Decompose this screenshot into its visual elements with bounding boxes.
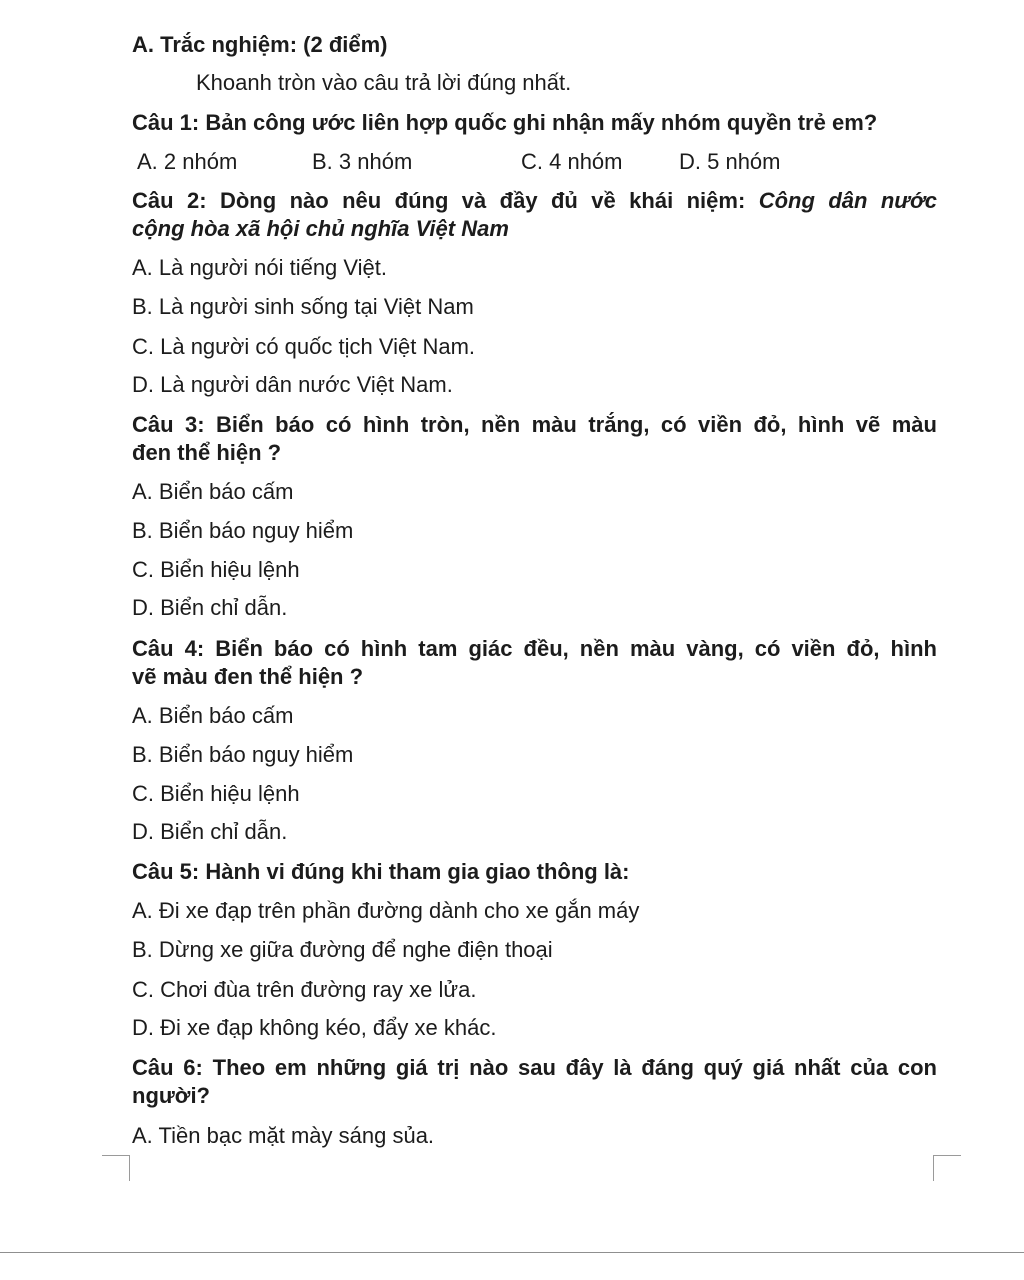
question-2-option-b: B. Là người sinh sống tại Việt Nam xyxy=(132,294,474,319)
question-3-option-a: A. Biển báo cấm xyxy=(132,479,294,504)
question-2-line-2 xyxy=(132,215,509,243)
question-5-label: Câu 5: xyxy=(132,859,200,884)
question-5 xyxy=(132,858,937,886)
question-5-text: Hành vi đúng khi tham gia giao thông là: xyxy=(205,859,630,884)
question-6-label: Câu 6: xyxy=(132,1055,203,1080)
question-6-line-2: người? xyxy=(132,1083,210,1108)
instruction-text: Khoanh tròn vào câu trả lời đúng nhất. xyxy=(196,70,572,95)
page-divider xyxy=(0,1252,1024,1253)
question-1-label: Câu 1: xyxy=(132,110,200,135)
crop-mark-left xyxy=(102,1155,130,1181)
question-5-option-c: C. Chơi đùa trên đường ray xe lửa. xyxy=(132,977,477,1002)
question-4-option-d: D. Biển chỉ dẫn. xyxy=(132,819,288,844)
question-3-option-d: D. Biển chỉ dẫn. xyxy=(132,595,288,620)
question-3-label: Câu 3: xyxy=(132,412,205,437)
question-4-label: Câu 4: xyxy=(132,636,205,661)
question-4-line-1 xyxy=(132,635,937,663)
question-1-option-b: B. 3 nhóm xyxy=(312,149,413,174)
question-4-option-a: A. Biển báo cấm xyxy=(132,703,294,728)
question-2-text: Dòng nào nêu đúng và đầy đủ về khái niệm: xyxy=(219,188,746,213)
question-5-option-a: A. Đi xe đạp trên phần đường dành cho xe gắn máy xyxy=(132,898,640,923)
question-2-option-d: D. Là người dân nước Việt Nam. xyxy=(132,372,453,397)
question-5-option-b: B. Dừng xe giữa đường để nghe điện thoại xyxy=(132,937,553,962)
crop-mark-right xyxy=(933,1155,961,1181)
question-5-option-d: D. Đi xe đạp không kéo, đẩy xe khác. xyxy=(132,1015,497,1040)
question-4-text-part-1: Biển báo có hình tam giác đều, nền màu vàng, có viền đỏ, hình xyxy=(215,636,937,661)
question-2-concept-part-2: cộng hòa xã hội chủ nghĩa Việt Nam xyxy=(132,216,509,241)
question-6-text-part-1: Theo em những giá trị nào sau đây là đáng quý giá nhất của con xyxy=(212,1055,937,1080)
question-1-text: Bản công ước liên hợp quốc ghi nhận mấy nhóm quyền trẻ em? xyxy=(205,110,878,135)
question-3-line-1 xyxy=(132,411,937,439)
question-2-option-c: C. Là người có quốc tịch Việt Nam. xyxy=(132,334,476,359)
question-2-option-a: A. Là người nói tiếng Việt. xyxy=(132,255,388,280)
section-title: A. Trắc nghiệm: (2 điểm) xyxy=(132,32,388,57)
question-1-option-d: D. 5 nhóm xyxy=(679,149,781,174)
question-1 xyxy=(132,109,937,137)
question-3-line-2: đen thể hiện ? xyxy=(132,440,282,465)
question-6-line-1 xyxy=(132,1054,937,1082)
question-2-concept-part-1: Công dân nước xyxy=(758,188,937,213)
question-2-label: Câu 2: xyxy=(132,188,207,213)
question-3-option-c: C. Biển hiệu lệnh xyxy=(132,557,300,582)
question-4-option-c: C. Biển hiệu lệnh xyxy=(132,781,300,806)
question-3-text-part-1: Biển báo có hình tròn, nền màu trắng, có viền đỏ, hình vẽ màu xyxy=(216,412,937,437)
question-1-option-a: A. 2 nhóm xyxy=(137,149,238,174)
question-3-option-b: B. Biển báo nguy hiểm xyxy=(132,518,354,543)
question-6-option-a: A. Tiền bạc mặt mày sáng sủa. xyxy=(132,1123,435,1148)
question-1-option-c: C. 4 nhóm xyxy=(521,149,623,174)
question-2-line-1 xyxy=(132,187,937,215)
question-4-option-b: B. Biển báo nguy hiểm xyxy=(132,742,354,767)
question-4-line-2: vẽ màu đen thể hiện ? xyxy=(132,664,364,689)
